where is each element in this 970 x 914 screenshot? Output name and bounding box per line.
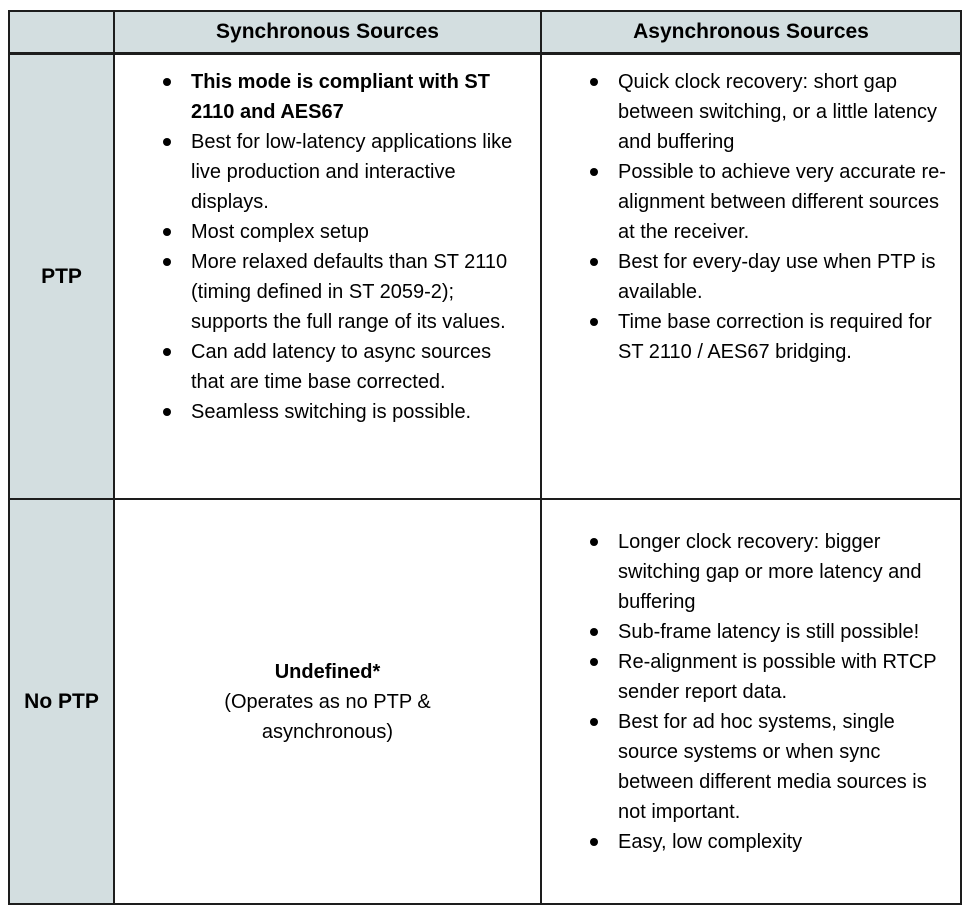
bullet-item: Best for low-latency applications like live production and interactive displays.: [161, 127, 530, 217]
bullet-item: Can add latency to async sources that are time base corrected.: [161, 337, 530, 397]
bullet-item: Longer clock recovery: bigger switching gap or more latency and buffering: [588, 527, 950, 617]
header-cell-asynchronous-sources: Asynchronous Sources: [542, 12, 960, 55]
bullet-item: Sub-frame latency is still possible!: [588, 617, 950, 647]
cell-no-ptp-asynchronous: [542, 500, 960, 903]
bullet-item: Best for every-day use when PTP is available.: [588, 247, 950, 307]
header-cell-empty: [10, 12, 115, 55]
ptp-comparison-table: [8, 10, 962, 905]
row-label-ptp: PTP: [10, 55, 115, 500]
ptp-synchronous-bullet-list: [161, 67, 530, 427]
cell-no-ptp-synchronous: [115, 500, 542, 903]
undefined-title: Undefined*: [274, 660, 381, 683]
bullet-item: Easy, low complexity: [588, 827, 950, 857]
bullet-item: Possible to achieve very accurate re-alignment between different sources at the receiver.: [588, 157, 950, 247]
undefined-note: [203, 657, 453, 747]
bullet-item: Time base correction is required for ST 2110 / AES67 bridging.: [588, 307, 950, 367]
no-ptp-asynchronous-bullet-list: [588, 527, 950, 857]
bullet-item: Quick clock recovery: short gap between switching, or a little latency and buffering: [588, 67, 950, 157]
header-cell-synchronous-sources: Synchronous Sources: [115, 12, 542, 55]
undefined-subtitle: (Operates as no PTP & asynchronous): [224, 690, 431, 743]
bullet-item: Most complex setup: [161, 217, 530, 247]
bullet-item: This mode is compliant with ST 2110 and AES67: [161, 67, 530, 127]
cell-ptp-asynchronous: [542, 55, 960, 500]
bullet-item: Best for ad hoc systems, single source systems or when sync between different media sources is not important.: [588, 707, 950, 827]
cell-ptp-synchronous: [115, 55, 542, 500]
ptp-asynchronous-bullet-list: [588, 67, 950, 367]
row-label-no-ptp: No PTP: [10, 500, 115, 903]
bullet-item: Re-alignment is possible with RTCP sender report data.: [588, 647, 950, 707]
bullet-item: More relaxed defaults than ST 2110 (timing defined in ST 2059-2); supports the full range of its values.: [161, 247, 530, 337]
bullet-item: Seamless switching is possible.: [161, 397, 530, 427]
